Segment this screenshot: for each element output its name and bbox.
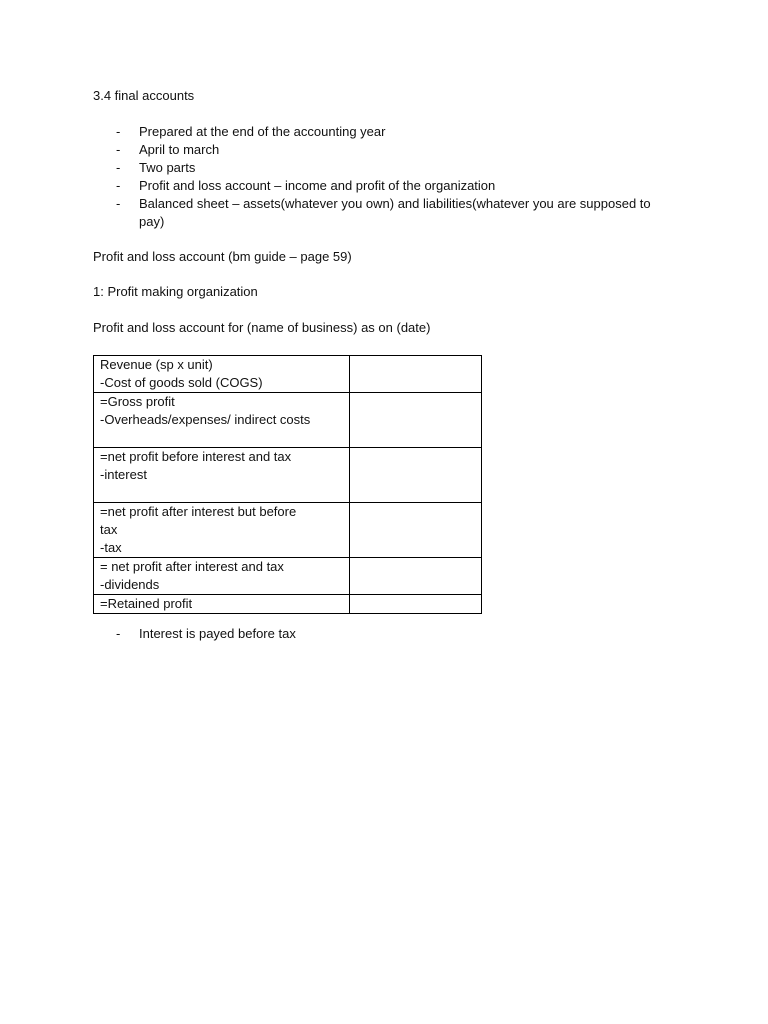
bullet-dash: - (116, 196, 121, 211)
section-heading: 3.4 final accounts (93, 88, 195, 103)
table-cell-label: =net profit before interest and tax -interest (94, 448, 350, 503)
pl-reference-text: Profit and loss account (bm guide – page 59) (93, 249, 352, 264)
list-item: - Prepared at the end of the accounting year (116, 124, 386, 139)
bullet-dash: - (116, 160, 121, 175)
table-cell-value (350, 595, 482, 614)
intro-bullet-list (93, 123, 653, 231)
table-title: Profit and loss account for (name of business) as on (date) (93, 320, 431, 335)
bullet-dash: - (116, 124, 121, 139)
table-cell-value (350, 356, 482, 393)
table-cell-value (350, 448, 482, 503)
profit-loss-table (93, 355, 482, 614)
bullet-dash: - (116, 142, 121, 157)
table-cell-label: =net profit after interest but before tax -tax (94, 503, 350, 558)
table-cell-label: =Gross profit -Overheads/expenses/ indirect costs (94, 393, 350, 448)
table-row (94, 448, 482, 503)
table-cell-value (350, 393, 482, 448)
list-item: - Two parts (116, 160, 196, 175)
bullet-dash: - (116, 178, 121, 193)
org-type-text: 1: Profit making organization (93, 284, 258, 299)
closing-bullet-list (93, 625, 653, 643)
list-item: - Balanced sheet – assets(whatever you own) and liabilities(whatever you are supposed to pay) (116, 196, 651, 229)
table-row (94, 393, 482, 448)
list-item: - Profit and loss account – income and profit of the organization (116, 178, 496, 193)
list-item: - April to march (116, 142, 220, 157)
table-row (94, 356, 482, 393)
table-row (94, 503, 482, 558)
table-cell-label: = net profit after interest and tax -dividends (94, 558, 350, 595)
table-cell-value (350, 558, 482, 595)
table-cell-label: =Retained profit (94, 595, 350, 614)
list-item: - Interest is payed before tax (116, 626, 296, 641)
bullet-dash: - (116, 626, 121, 641)
table-row (94, 595, 482, 614)
table-cell-value (350, 503, 482, 558)
table-row (94, 558, 482, 595)
table-cell-label: Revenue (sp x unit) -Cost of goods sold (COGS) (94, 356, 350, 393)
